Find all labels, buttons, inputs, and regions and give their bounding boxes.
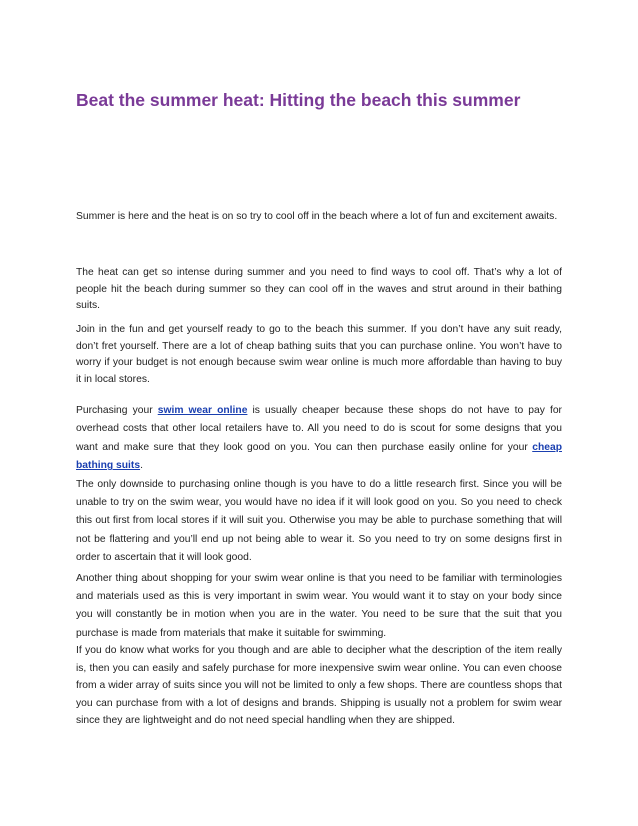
paragraph-join-fun: Join in the fun and get yourself ready to go to the beach this summer. If you don’t have any suit ready, don’t fret yourself. There are a lot of cheap bathing suits that you can purchase online. You won’t have to worry if your budget is not enough because swim wear online is much more affordable than having to buy it in local stores. <box>76 324 562 385</box>
paragraph-heat: The heat can get so intense during summer and you need to find ways to cool off. That’s why a lot of people hit the beach during summer so they can cool off in the waves and strut around in their bathing suits. <box>76 267 562 312</box>
paragraph-purchasing <box>76 402 562 476</box>
paragraph-intro: Summer is here and the heat is on so try to cool off in the beach where a lot of fun and excitement awaits. <box>76 211 558 222</box>
paragraph-text-segment: . <box>140 460 143 472</box>
paragraph-text-segment: Purchasing your <box>76 405 158 416</box>
cheap-bathing-suits-link[interactable]: cheap bathing suits <box>76 441 562 472</box>
paragraph-conclusion: If you do know what works for you though and are able to decipher what the description of the item really is, then you can easily and safely purchase for more inexpensive swim wear online. You can even choose from a wider array of suits since you will not be limited to only a few shops. There are countless shops that you can purchase from with a lot of designs and brands. Shipping is usually not a problem for swim wear since they are lightweight and do not need special handling when they are shipped. <box>76 645 562 727</box>
paragraph-text-segment: is usually cheaper because these shops do not have to pay for overhead costs that other local retailers have to. All you need to do is scout for some designs that you want and make sure that they look good on you. You can then purchase easily online for your <box>76 405 562 453</box>
paragraph-terminologies: Another thing about shopping for your swim wear online is that you need to be familiar with terminologies and materials used as this is very important in swim wear. You would want it to stay on your body since you will constantly be in motion when you are in the water. You need to be sure that the suit that you purchase is made from materials that make it suitable for swimming. <box>76 573 562 639</box>
paragraph-downside: The only downside to purchasing online though is you have to do a little research first. Since you will be unable to try on the swim wear, you would have no idea if it will look good on you. So you need to check this out first from local stores if it will suit you. Otherwise you may be able to purchase something that will not be flattering and you’ll end up not being able to wear it. So you need to try on some designs first in order to ascertain that it will look good. <box>76 479 562 563</box>
swim-wear-online-link[interactable]: swim wear online <box>157 405 248 416</box>
document-title: Beat the summer heat: Hitting the beach this summer <box>76 90 521 110</box>
